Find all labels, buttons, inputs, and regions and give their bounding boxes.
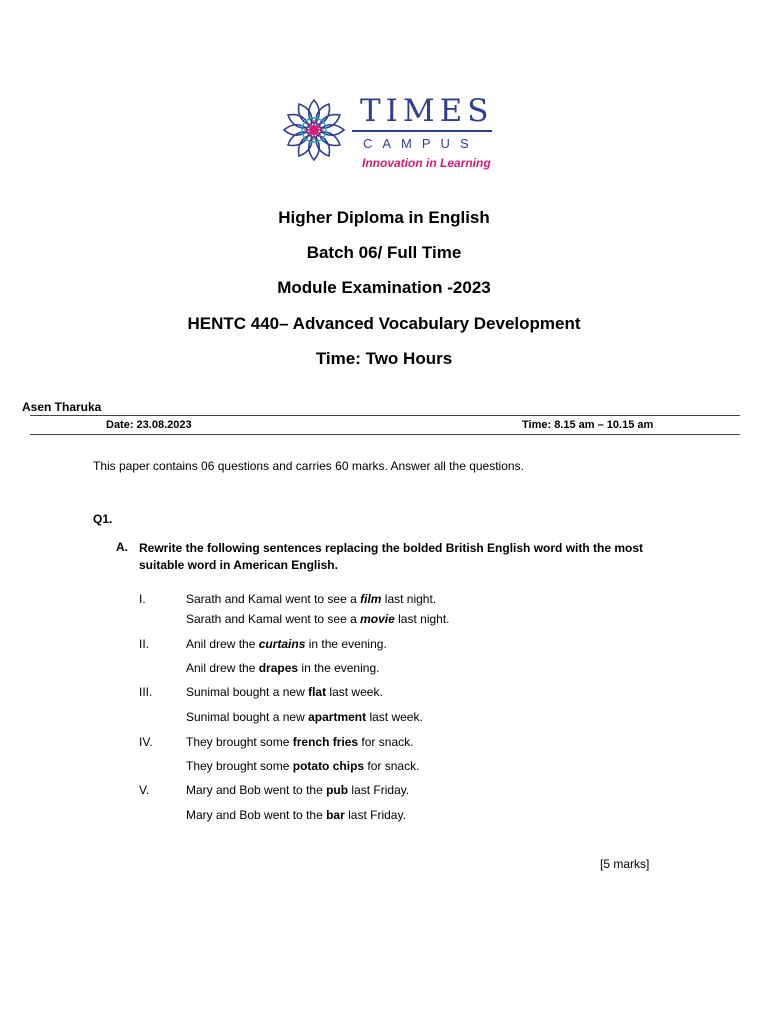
item-question: Anil drew the curtains in the evening. [186, 637, 387, 651]
instructions: This paper contains 06 questions and carries 60 marks. Answer all the questions. [93, 459, 524, 473]
item-answer: Anil drew the drapes in the evening. [186, 661, 380, 675]
item-answer: Mary and Bob went to the bar last Friday. [186, 808, 406, 822]
logo-wordmark: TIMES [360, 93, 494, 129]
american-word: apartment [308, 710, 367, 724]
divider-top [30, 415, 740, 416]
times-campus-logo-icon [280, 96, 348, 164]
divider-bottom [30, 434, 740, 435]
item-number: I. [139, 592, 146, 606]
british-word: curtains [258, 637, 306, 651]
item-answer: Sarath and Kamal went to see a movie last night. [186, 612, 450, 626]
american-word: potato chips [292, 759, 365, 773]
item-number: II. [139, 637, 150, 651]
program-title: Higher Diploma in English [278, 208, 490, 227]
british-word: flat [308, 685, 327, 699]
exam-date: Date: 23.08.2023 [106, 419, 192, 431]
item-number: V. [139, 783, 150, 797]
logo-divider [352, 130, 492, 132]
logo-tagline: Innovation in Learning [362, 156, 491, 170]
item-answer: Sunimal bought a new apartment last week. [186, 710, 423, 724]
question-label: Q1. [93, 512, 113, 526]
marks-allocation: [5 marks] [600, 857, 650, 871]
british-word: french fries [292, 735, 359, 749]
batch-title: Batch 06/ Full Time [306, 243, 462, 262]
item-question: Sunimal bought a new flat last week. [186, 685, 383, 699]
item-question: They brought some french fries for snack. [186, 735, 414, 749]
duration-title: Time: Two Hours [315, 349, 453, 368]
item-question: Sarath and Kamal went to see a film last night. [186, 592, 437, 606]
part-instruction: Rewrite the following sentences replacing the bolded British English word with the most suitable word in American English. [139, 541, 644, 572]
exam-title: Module Examination -2023 [277, 278, 491, 297]
american-word: drapes [258, 661, 299, 675]
american-word: movie [360, 612, 395, 626]
logo-subtitle: CAMPUS [363, 136, 479, 151]
item-question: Mary and Bob went to the pub last Friday. [186, 783, 410, 797]
item-answer: They brought some potato chips for snack. [186, 759, 420, 773]
british-word: film [360, 592, 382, 606]
item-number: IV. [139, 735, 153, 749]
american-word: bar [326, 808, 345, 822]
part-letter: A. [116, 540, 128, 554]
module-title: HENTC 440– Advanced Vocabulary Development [187, 314, 581, 333]
british-word: pub [326, 783, 349, 797]
item-number: III. [139, 685, 153, 699]
candidate-name: Asen Tharuka [22, 400, 102, 414]
exam-time: Time: 8.15 am – 10.15 am [522, 419, 654, 431]
